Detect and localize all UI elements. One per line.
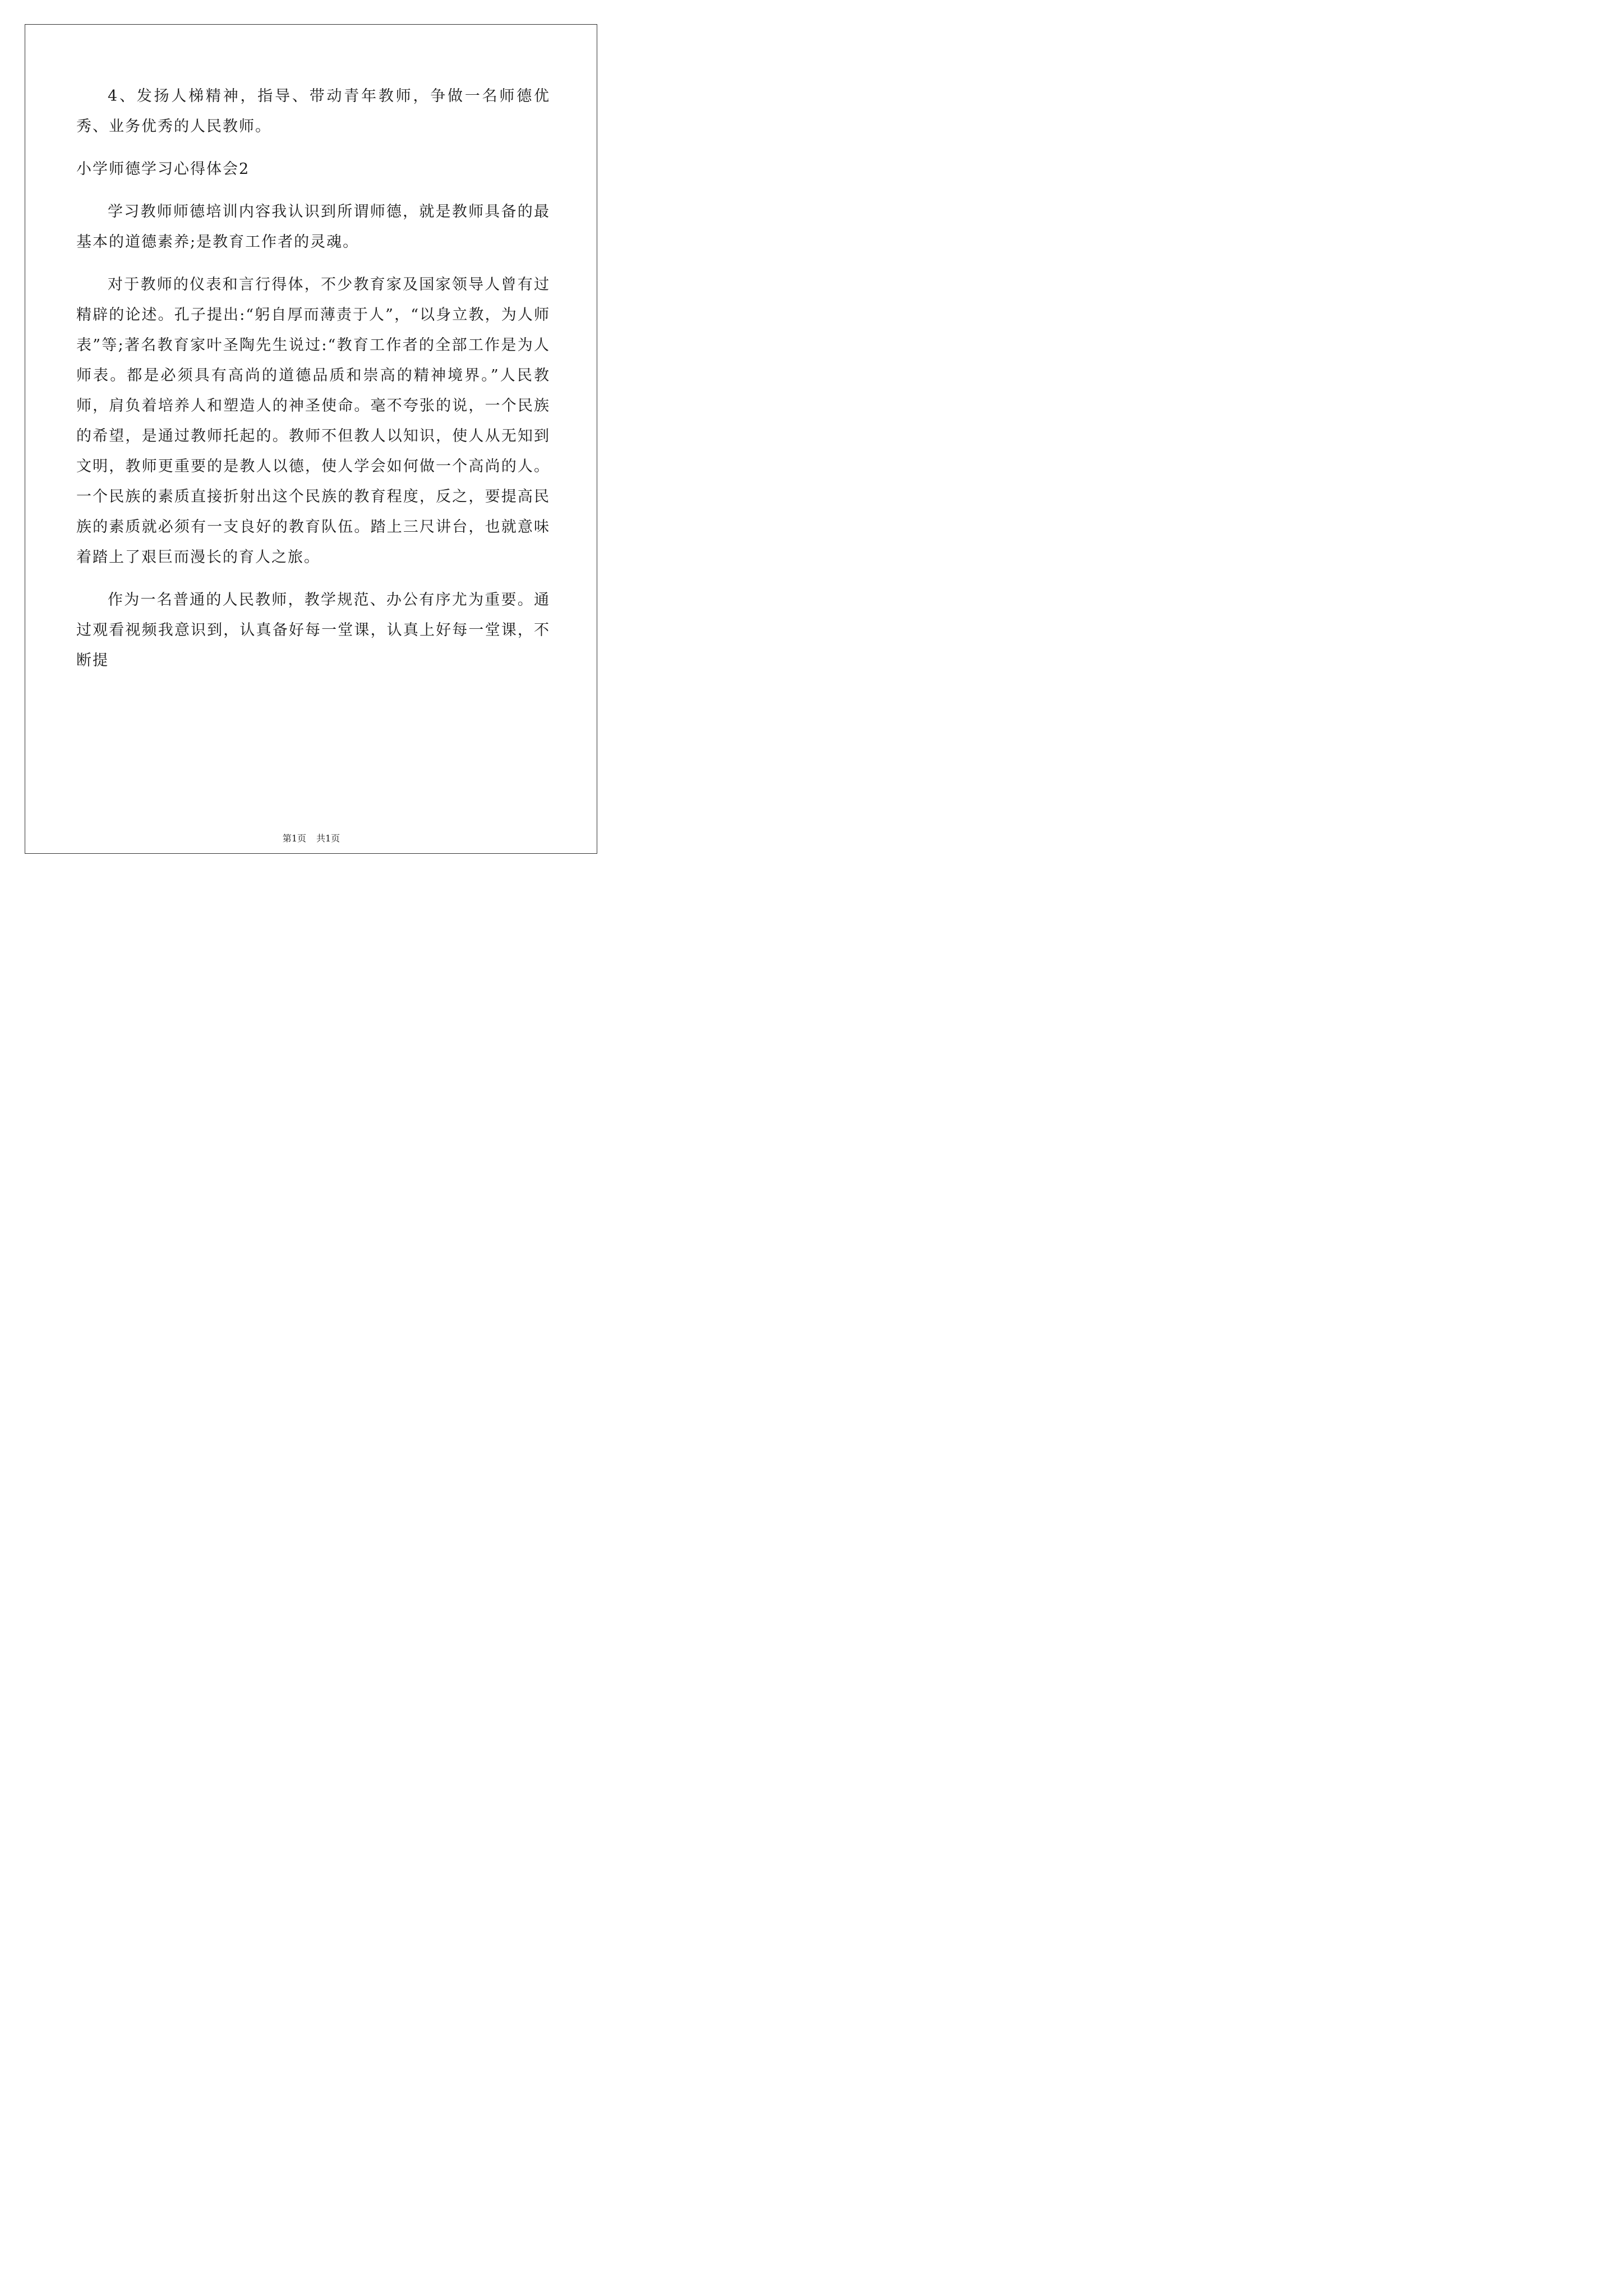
document-body bbox=[76, 81, 550, 676]
page-number: 第1页 bbox=[282, 833, 306, 844]
paragraph: 学习教师师德培训内容我认识到所谓师德，就是教师具备的最基本的道德素养;是教育工作者的灵魂。 bbox=[76, 203, 550, 251]
paragraph: 4、发扬人梯精神，指导、带动青年教师，争做一名师德优秀、业务优秀的人民教师。 bbox=[76, 88, 550, 135]
page-footer bbox=[0, 833, 623, 844]
paragraph: 作为一名普通的人民教师，教学规范、办公有序尤为重要。通过观看视频我意识到，认真备好每一堂课，认真上好每一堂课，不断提 bbox=[76, 591, 550, 669]
page-total: 共1页 bbox=[316, 833, 340, 844]
paragraph: 对于教师的仪表和言行得体，不少教育家及国家领导人曾有过精辟的论述。孔子提出:“躬自厚而薄责于人”，“以身立教，为人师表”等;著名教育家叶圣陶先生说过:“教育工作者的全部工作是为人师表。都是必须具有高尚的道德品质和崇高的精神境界。”人民教师，肩负着培养人和塑造人的神圣使命。毫不夸张的说，一个民族的希望，是通过教师托起的。教师不但教人以知识，使人从无知到文明，教师更重要的是教人以德，使人学会如何做一个高尚的人。一个民族的素质直接折射出这个民族的教育程度，反之，要提高民族的素质就必须有一支良好的教育队伍。踏上三尺讲台，也就意味着踏上了艰巨而漫长的育人之旅。 bbox=[76, 276, 550, 566]
section-heading: 小学师德学习心得体会2 bbox=[76, 160, 250, 178]
